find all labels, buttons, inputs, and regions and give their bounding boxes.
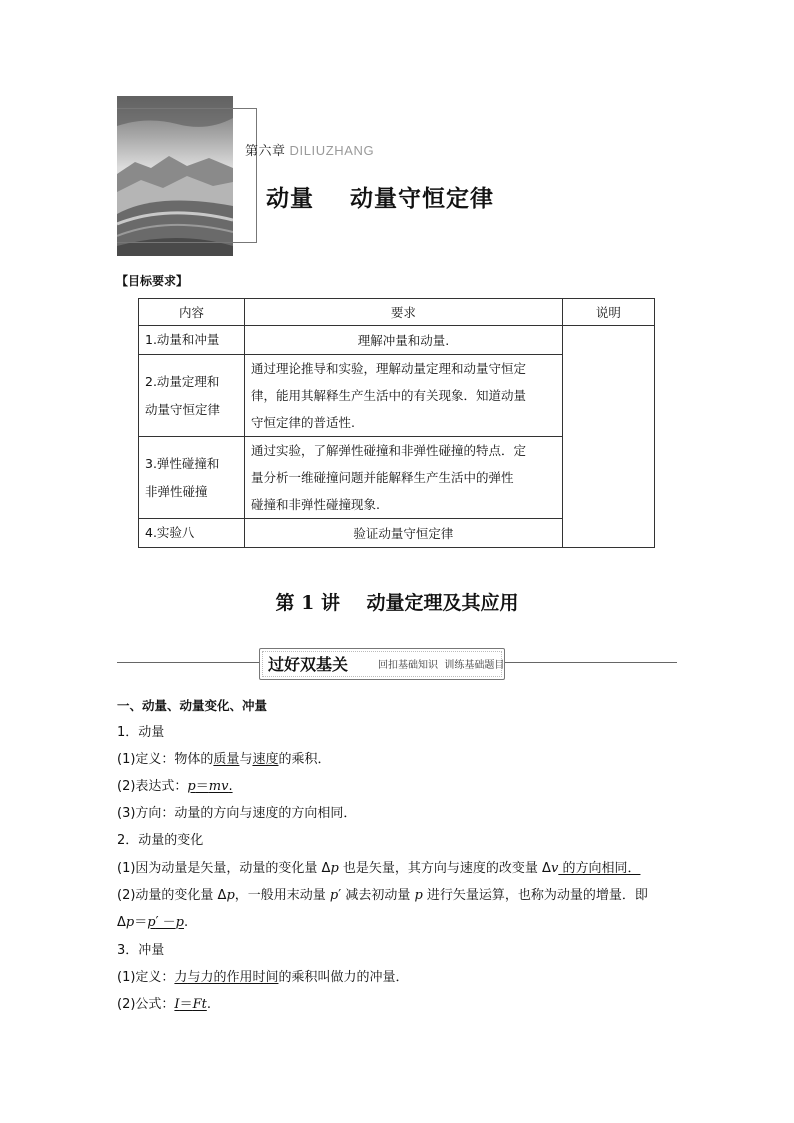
change-line-2: (2)动量的变化量 Δp，一般用末动量 p′ 减去初动量 p 进行矢量运算，也称为动量的增量．即 [117, 888, 648, 903]
impulse-definition: (1)定义：力与力的作用时间的乘积叫做力的冲量． [117, 970, 409, 985]
chapter-frame [117, 108, 257, 243]
expression-line: (2)表达式：p＝mv. [117, 779, 233, 794]
row-req-line: 守恒定律的普适性. [251, 415, 355, 430]
row-req-line: 律，能用其解释生产生活中的有关现象．知道动量 [251, 388, 527, 403]
row-req-line: 通过理论推导和实验，理解动量定理和动量守恒定 [251, 361, 527, 376]
goals-table [138, 298, 655, 548]
goals-heading: 【目标要求】 [116, 274, 189, 288]
banner-subtitle: 回扣基础知识 训练基础题目 [378, 660, 505, 671]
row-req-line: 碰撞和非弹性碰撞现象. [251, 497, 380, 512]
row-requirement: 理解冲量和动量. [245, 326, 563, 355]
row-content: 1.动量和冲量 [139, 326, 245, 355]
section-heading: 一、动量、动量变化、冲量 [117, 698, 268, 713]
header-content: 内容 [139, 299, 245, 326]
banner-title: 过好双基关 [268, 655, 349, 674]
row-content-line: 非弹性碰撞 [145, 483, 208, 499]
chapter-number: 第六章 [245, 144, 286, 159]
row-content: 4.实验八 [139, 519, 245, 548]
table-row [139, 326, 655, 355]
header-requirement: 要求 [245, 299, 563, 326]
chapter-title: 动量 动量守恒定律 [266, 186, 495, 212]
direction-line: (3)方向：动量的方向与速度的方向相同． [117, 806, 357, 821]
chapter-pinyin: DILIUZHANG [289, 143, 375, 158]
row-req-line: 通过实验，了解弹性碰撞和非弹性碰撞的特点．定 [251, 443, 527, 458]
row-requirement: 验证动量守恒定律 [245, 519, 563, 548]
chapter-label [245, 140, 374, 159]
row-content-line: 动量守恒定律 [145, 401, 221, 417]
row-content [139, 437, 245, 519]
table-header-row [139, 299, 655, 326]
impulse-formula: (2)公式：I＝Ft. [117, 997, 211, 1012]
change-formula: Δp＝p′ －p. [117, 915, 189, 930]
notes-cell [562, 326, 654, 548]
row-content-line: 2.动量定理和 [145, 373, 220, 389]
change-line-1: (1)因为动量是矢量，动量的变化量 Δp 也是矢量，其方向与速度的改变量 Δv 的方向相同． [117, 861, 641, 876]
row-requirement [245, 437, 563, 519]
row-content [139, 355, 245, 437]
header-notes: 说明 [562, 299, 654, 326]
subheading-momentum: 1．动量 [117, 725, 165, 740]
definition-line: (1)定义：物体的质量与速度的乘积． [117, 752, 331, 767]
lesson-title: 第 1 讲 动量定理及其应用 [275, 592, 519, 614]
row-req-line: 量分析一维碰撞问题并能解释生产生活中的弹性 [251, 470, 514, 485]
subheading-change: 2．动量的变化 [117, 833, 204, 848]
row-content-line: 3.弹性碰撞和 [145, 455, 220, 471]
row-requirement [245, 355, 563, 437]
subheading-impulse: 3．冲量 [117, 943, 165, 958]
